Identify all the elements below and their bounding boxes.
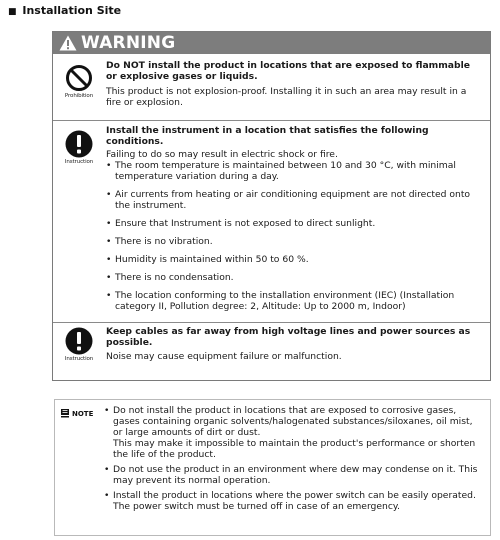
- note-text: [104, 405, 482, 512]
- instruction-icon-label: Instruction: [64, 159, 94, 165]
- condition-bullet: • The location conforming to the installation environment (IEC) (Installation category II, Pollution degree: 2, Altitude: Up to 2000 m, Indoor): [106, 290, 482, 312]
- instruction-icon-label: Instruction: [64, 356, 94, 362]
- warning-row-bold: Keep cables as far away from high voltage lines and power sources as possible.: [106, 326, 471, 348]
- note-bullet: [104, 405, 482, 460]
- warning-row-prohibition: [53, 54, 490, 121]
- note-item-text: Do not install the product in locations that are exposed to corrosive gases, gases containing organic solvents/halogenated substances/siloxanes, oil mist, or large amounts of dirt or dust.: [113, 405, 473, 438]
- warning-row-conditions: [53, 120, 490, 323]
- note-label-text: NOTE: [72, 409, 94, 418]
- prohibition-icon-block: [53, 64, 105, 99]
- instruction-icon: [65, 327, 93, 355]
- instruction-icon: [65, 130, 93, 158]
- condition-bullet: • There is no vibration.: [106, 236, 482, 247]
- section-title: [8, 4, 121, 17]
- instruction-icon-block: [53, 327, 105, 362]
- warning-row-line: This product is not explosion-proof. Installing it in such an area may result in a fire or explosion.: [106, 86, 467, 108]
- condition-bullet: • Humidity is maintained within 50 to 60 %.: [106, 254, 482, 265]
- warning-row-cables: [53, 322, 490, 380]
- warning-row-text: [106, 125, 482, 312]
- note-label: [61, 409, 93, 418]
- warning-row-bold: Do NOT install the product in locations that are exposed to flammable or explosive gases or liquids.: [106, 60, 470, 82]
- section-marker: ■: [8, 7, 17, 17]
- warning-row-text: [106, 326, 482, 362]
- note-box: [54, 399, 491, 536]
- note-item-text: This may make it impossible to maintain the product's performance or shorten the life of the product.: [113, 438, 476, 460]
- instruction-icon-block: [53, 130, 105, 165]
- note-bullet: • Do not use the product in an environment where dew may condense on it. This may prevent its normal operation.: [104, 464, 482, 486]
- warning-row-line: Noise may cause equipment failure or malfunction.: [106, 351, 342, 362]
- prohibition-icon: [65, 64, 93, 92]
- warning-row-line: Failing to do so may result in electric shock or fire.: [106, 149, 338, 160]
- condition-bullet: • Air currents from heating or air conditioning equipment are not directed onto the instrument.: [106, 189, 482, 211]
- condition-bullet: • The room temperature is maintained between 10 and 30 °C, with minimal temperature variation during a day.: [106, 160, 482, 182]
- warning-row-bold: Install the instrument in a location that satisfies the following conditions.: [106, 125, 429, 147]
- prohibition-icon-label: Prohibition: [64, 93, 94, 99]
- warning-row-text: [106, 60, 482, 108]
- warning-box: [52, 31, 491, 381]
- condition-bullet: • Ensure that Instrument is not exposed to direct sunlight.: [106, 218, 482, 229]
- condition-bullet: • There is no condensation.: [106, 272, 482, 283]
- section-title-text: Installation Site: [22, 4, 122, 17]
- note-icon: [61, 409, 69, 418]
- warning-header: [53, 32, 490, 54]
- warning-header-text: WARNING: [81, 33, 176, 53]
- warning-triangle-icon: [59, 35, 77, 51]
- note-bullet: • Install the product in locations where the power switch can be easily operated. The power switch must be turned off in case of an emergency.: [104, 490, 482, 512]
